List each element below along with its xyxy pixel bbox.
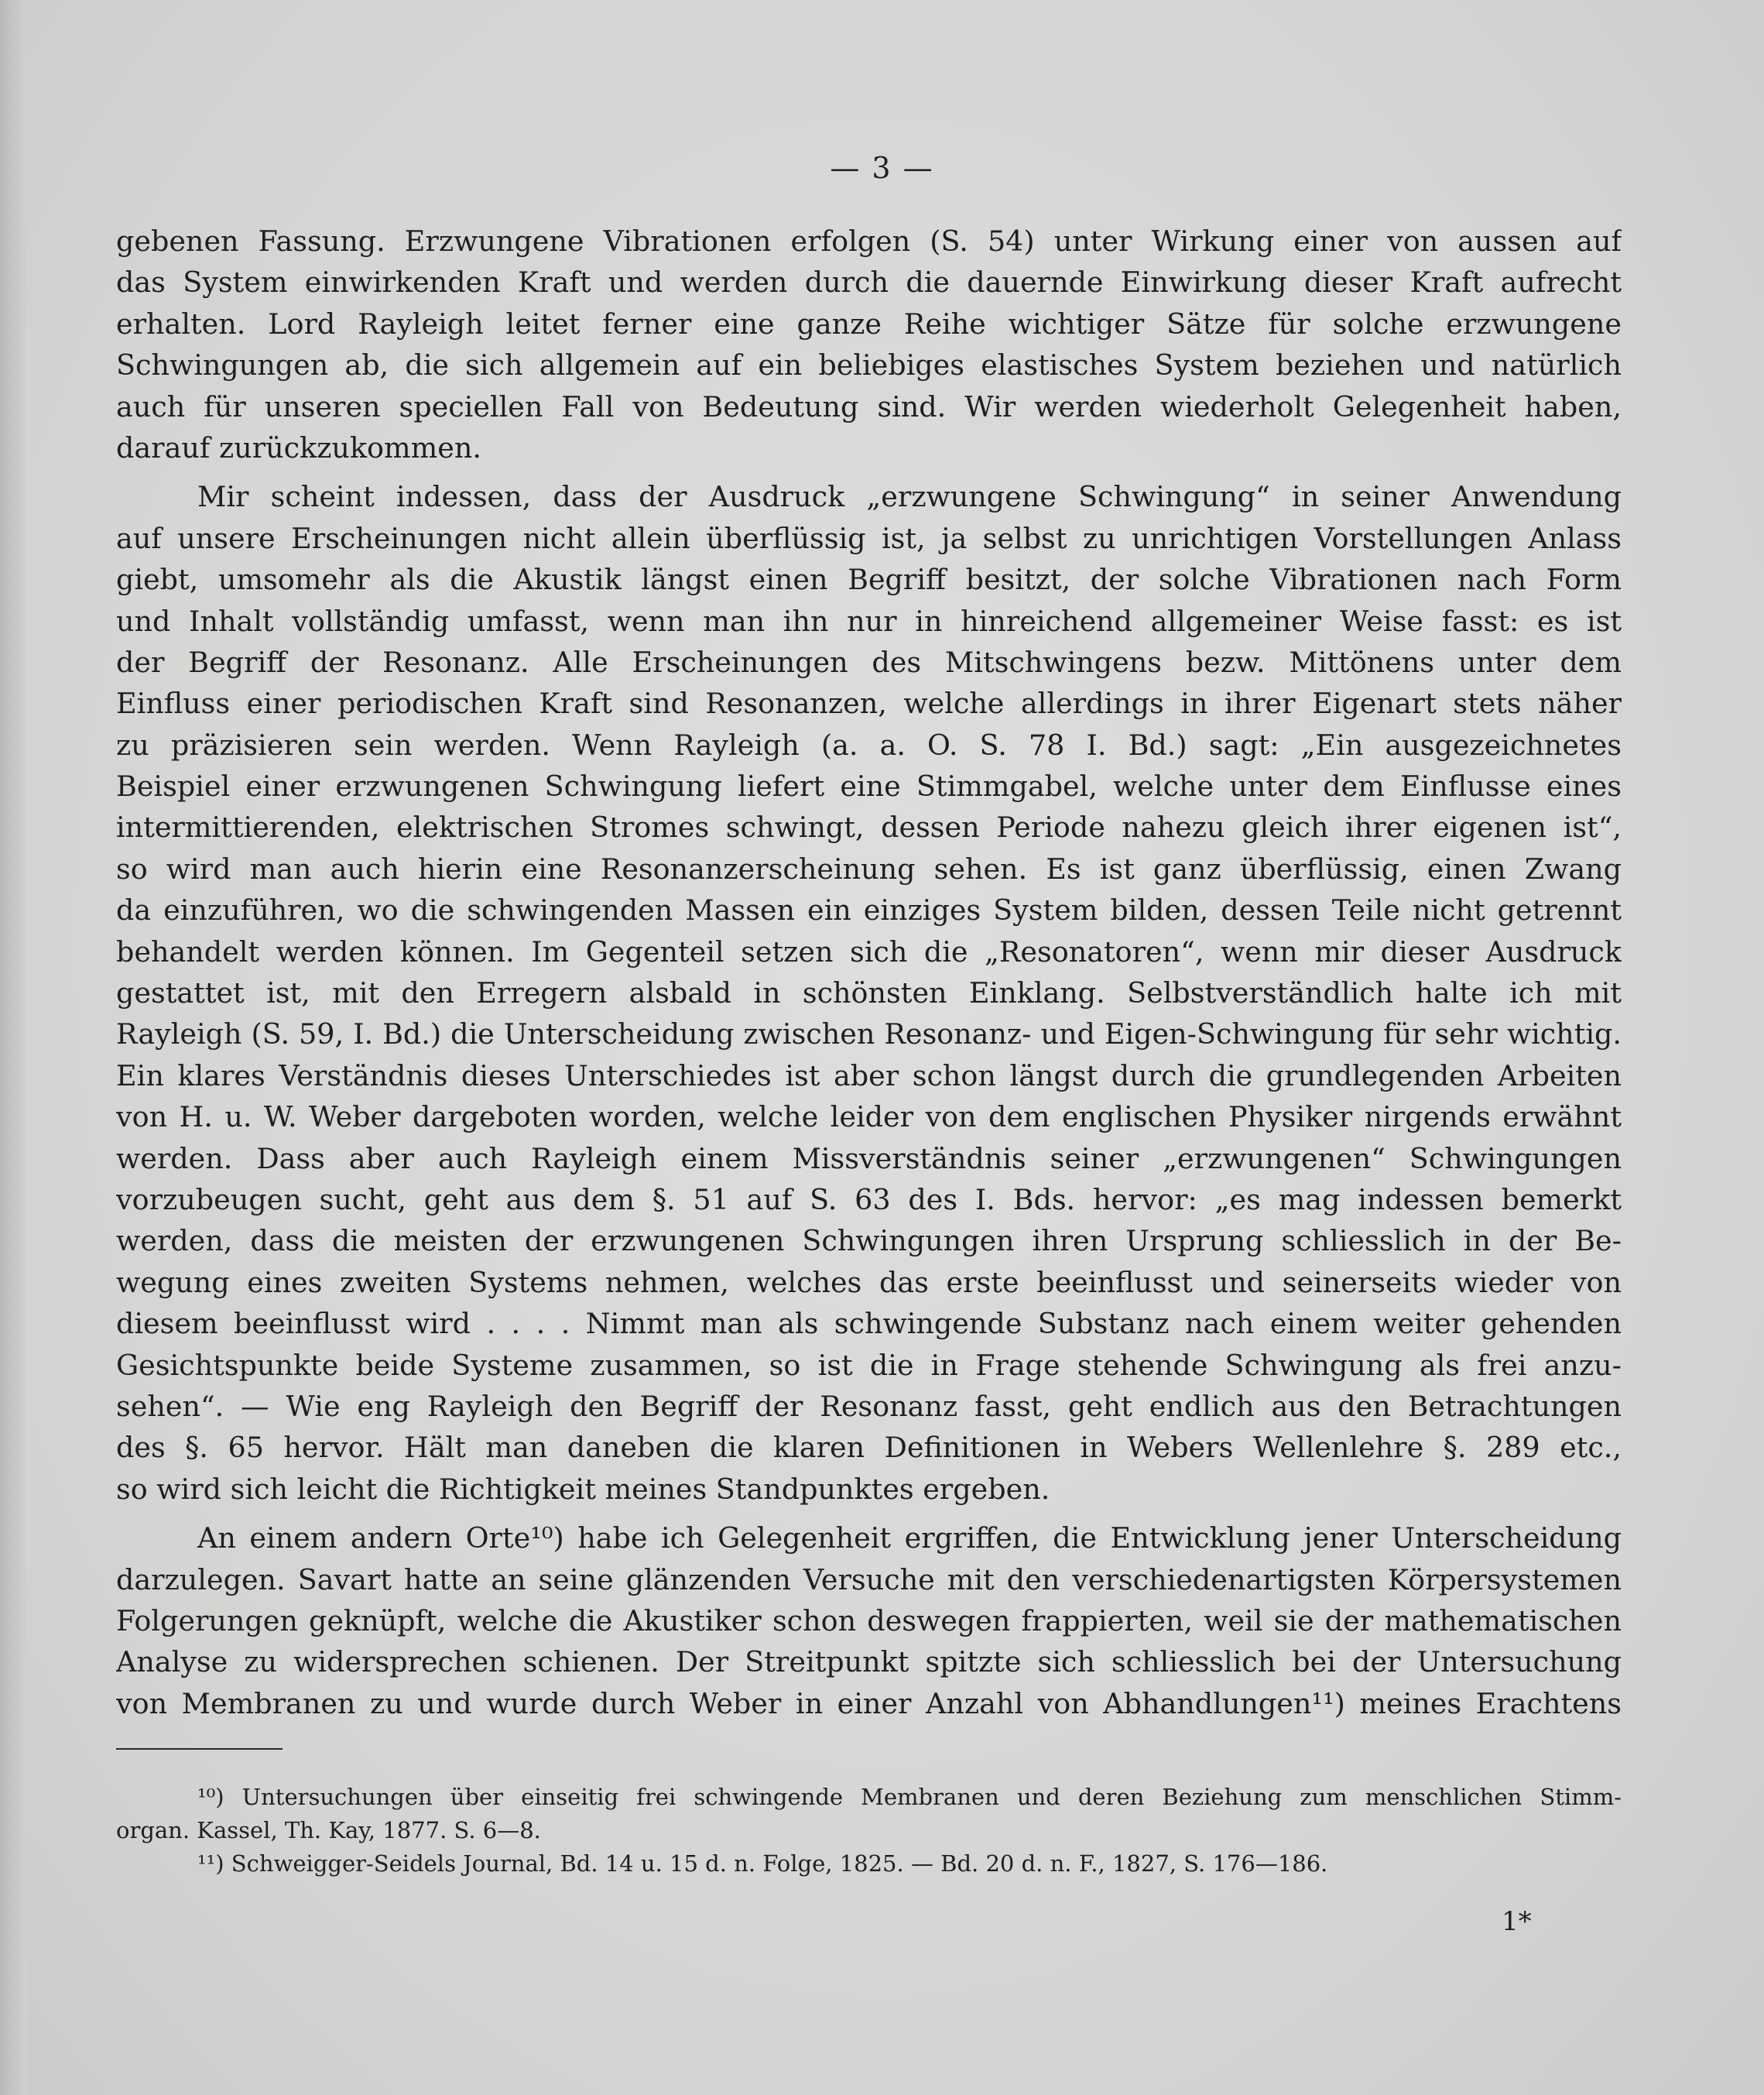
text-line: von Membranen zu und wurde durch Weber in einer Anzahl von Abhandlungen¹¹) meines Erachtens xyxy=(116,1686,1622,1720)
text-line: auf unsere Erscheinungen nicht allein überflüssig ist, ja selbst zu unrichtigen Vorstellungen Anlass xyxy=(116,521,1622,555)
text-line: sehen“. — Wie eng Rayleigh den Begriff der Resonanz fasst, geht endlich aus den Betrachtungen xyxy=(116,1389,1622,1423)
footnotes xyxy=(116,1781,1622,1881)
text-line: Ein klares Verständnis dieses Unterschiedes ist aber schon längst durch die grundlegenden Arbeiten xyxy=(116,1058,1622,1092)
text-line: zu präzisieren sein werden. Wenn Rayleigh (a. a. O. S. 78 I. Bd.) sagt: „Ein ausgezeichnetes xyxy=(116,728,1622,762)
text-line: das System einwirkenden Kraft und werden durch die dauernde Einwirkung dieser Kraft aufrecht xyxy=(116,266,1622,300)
text-line: des §. 65 hervor. Hält man daneben die klaren Definitionen in Webers Wellenlehre §. 289 etc., xyxy=(116,1431,1622,1465)
text-line: Einfluss einer periodischen Kraft sind Resonanzen, welche allerdings in ihrer Eigenart stets näher xyxy=(116,687,1622,721)
text-line: darzulegen. Savart hatte an seine glänzenden Versuche mit den verschiedenartigsten Körpersystemen xyxy=(116,1562,1622,1596)
text-line: Analyse zu widersprechen schienen. Der Streitpunkt spitzte sich schliesslich bei der Untersuchung xyxy=(116,1645,1622,1679)
text-line: Beispiel einer erzwungenen Schwingung liefert eine Stimmgabel, welche unter dem Einflusse eines xyxy=(116,770,1622,804)
text-line: so wird man auch hierin eine Resonanzerscheinung sehen. Es ist ganz überflüssig, einen Zwang xyxy=(116,852,1622,886)
text-line: gebenen Fassung. Erzwungene Vibrationen erfolgen (S. 54) unter Wirkung einer von aussen auf xyxy=(116,225,1622,258)
text-line: Gesichtspunkte beide Systeme zusammen, so ist die in Frage stehende Schwingung als frei anzu- xyxy=(116,1348,1622,1382)
text-line: auch für unseren speciellen Fall von Bedeutung sind. Wir werden wiederholt Gelegenheit haben, xyxy=(116,389,1622,423)
text-line: der Begriff der Resonanz. Alle Erscheinungen des Mitschwingens bezw. Mittönens unter dem xyxy=(116,645,1622,679)
text-line: gestattet ist, mit den Erregern alsbald in schönsten Einklang. Selbstverständlich halte ich mit xyxy=(116,976,1622,1010)
text-line: intermittierenden, elektrischen Stromes schwingt, dessen Periode nahezu gleich ihrer eigenen ist“, xyxy=(116,811,1622,845)
body-text xyxy=(116,221,1622,1724)
text-line: da einzuführen, wo die schwingenden Massen ein einziges System bilden, dessen Teile nicht getrennt xyxy=(116,893,1622,927)
text-line: werden. Dass aber auch Rayleigh einem Missverständnis seiner „erzwungenen“ Schwingungen xyxy=(116,1141,1622,1175)
text-line: werden, dass die meisten der erzwungenen Schwingungen ihren Ursprung schliesslich in der Be- xyxy=(116,1224,1622,1258)
text-line: behandelt werden können. Im Gegenteil setzen sich die „Resonatoren“, wenn mir dieser Ausdruck xyxy=(116,934,1622,969)
text-line: diesem beeinflusst wird . . . . Nimmt man als schwingende Substanz nach einem weiter gehenden xyxy=(116,1307,1622,1341)
text-line: An einem andern Orte¹⁰) habe ich Gelegenheit ergriffen, die Entwicklung jener Unterscheidung xyxy=(197,1521,1622,1555)
text-line: Mir scheint indessen, dass der Ausdruck „erzwungene Schwingung“ in seiner Anwendung xyxy=(197,480,1622,514)
text-line: Rayleigh (S. 59, I. Bd.) die Unterscheidung zwischen Resonanz- und Eigen-Schwingung für sehr wichtig. xyxy=(116,1017,1622,1051)
text-line: vorzubeugen sucht, geht aus dem §. 51 auf S. 63 des I. Bds. hervor: „es mag indessen bemerkt xyxy=(116,1182,1622,1216)
text-line: darauf zurückzukommen. xyxy=(116,430,481,465)
footnote-divider xyxy=(116,1748,283,1750)
text-line: erhalten. Lord Rayleigh leitet ferner eine ganze Reihe wichtiger Sätze für solche erzwungene xyxy=(116,307,1622,341)
text-line: so wird sich leicht die Richtigkeit meines Standpunktes ergeben. xyxy=(116,1472,1050,1506)
footnote-line: organ. Kassel, Th. Kay, 1877. S. 6—8. xyxy=(116,1817,541,1843)
text-line: und Inhalt vollständig umfasst, wenn man ihn nur in hinreichend allgemeiner Weise fasst: es ist xyxy=(116,604,1622,638)
footnote-line: ¹¹) Schweigger-Seidels Journal, Bd. 14 u. 15 d. n. Folge, 1825. — Bd. 20 d. n. F., 1827, S. 176—186. xyxy=(197,1850,1328,1877)
text-line: Folgerungen geknüpft, welche die Akustiker schon deswegen frappierten, weil sie der mathematischen xyxy=(116,1603,1622,1637)
signature-mark: 1* xyxy=(1502,1906,1532,1937)
footnote-line: ¹⁰) Untersuchungen über einseitig frei schwingende Membranen und deren Beziehung zum menschlichen Stimm- xyxy=(197,1784,1622,1810)
text-line: wegung eines zweiten Systems nehmen, welches das erste beeinflusst und seinerseits wieder von xyxy=(116,1265,1622,1299)
text-line: von H. u. W. Weber dargeboten worden, welche leider von dem englischen Physiker nirgends erwähnt xyxy=(116,1100,1622,1134)
text-line: giebt, umsomehr als die Akustik längst einen Begriff besitzt, der solche Vibrationen nach Form xyxy=(116,563,1622,597)
text-line: Schwingungen ab, die sich allgemein auf ein beliebiges elastisches System beziehen und natürlich xyxy=(116,348,1622,382)
page-number: — 3 — xyxy=(830,151,934,185)
page-binding-edge xyxy=(0,0,26,2095)
